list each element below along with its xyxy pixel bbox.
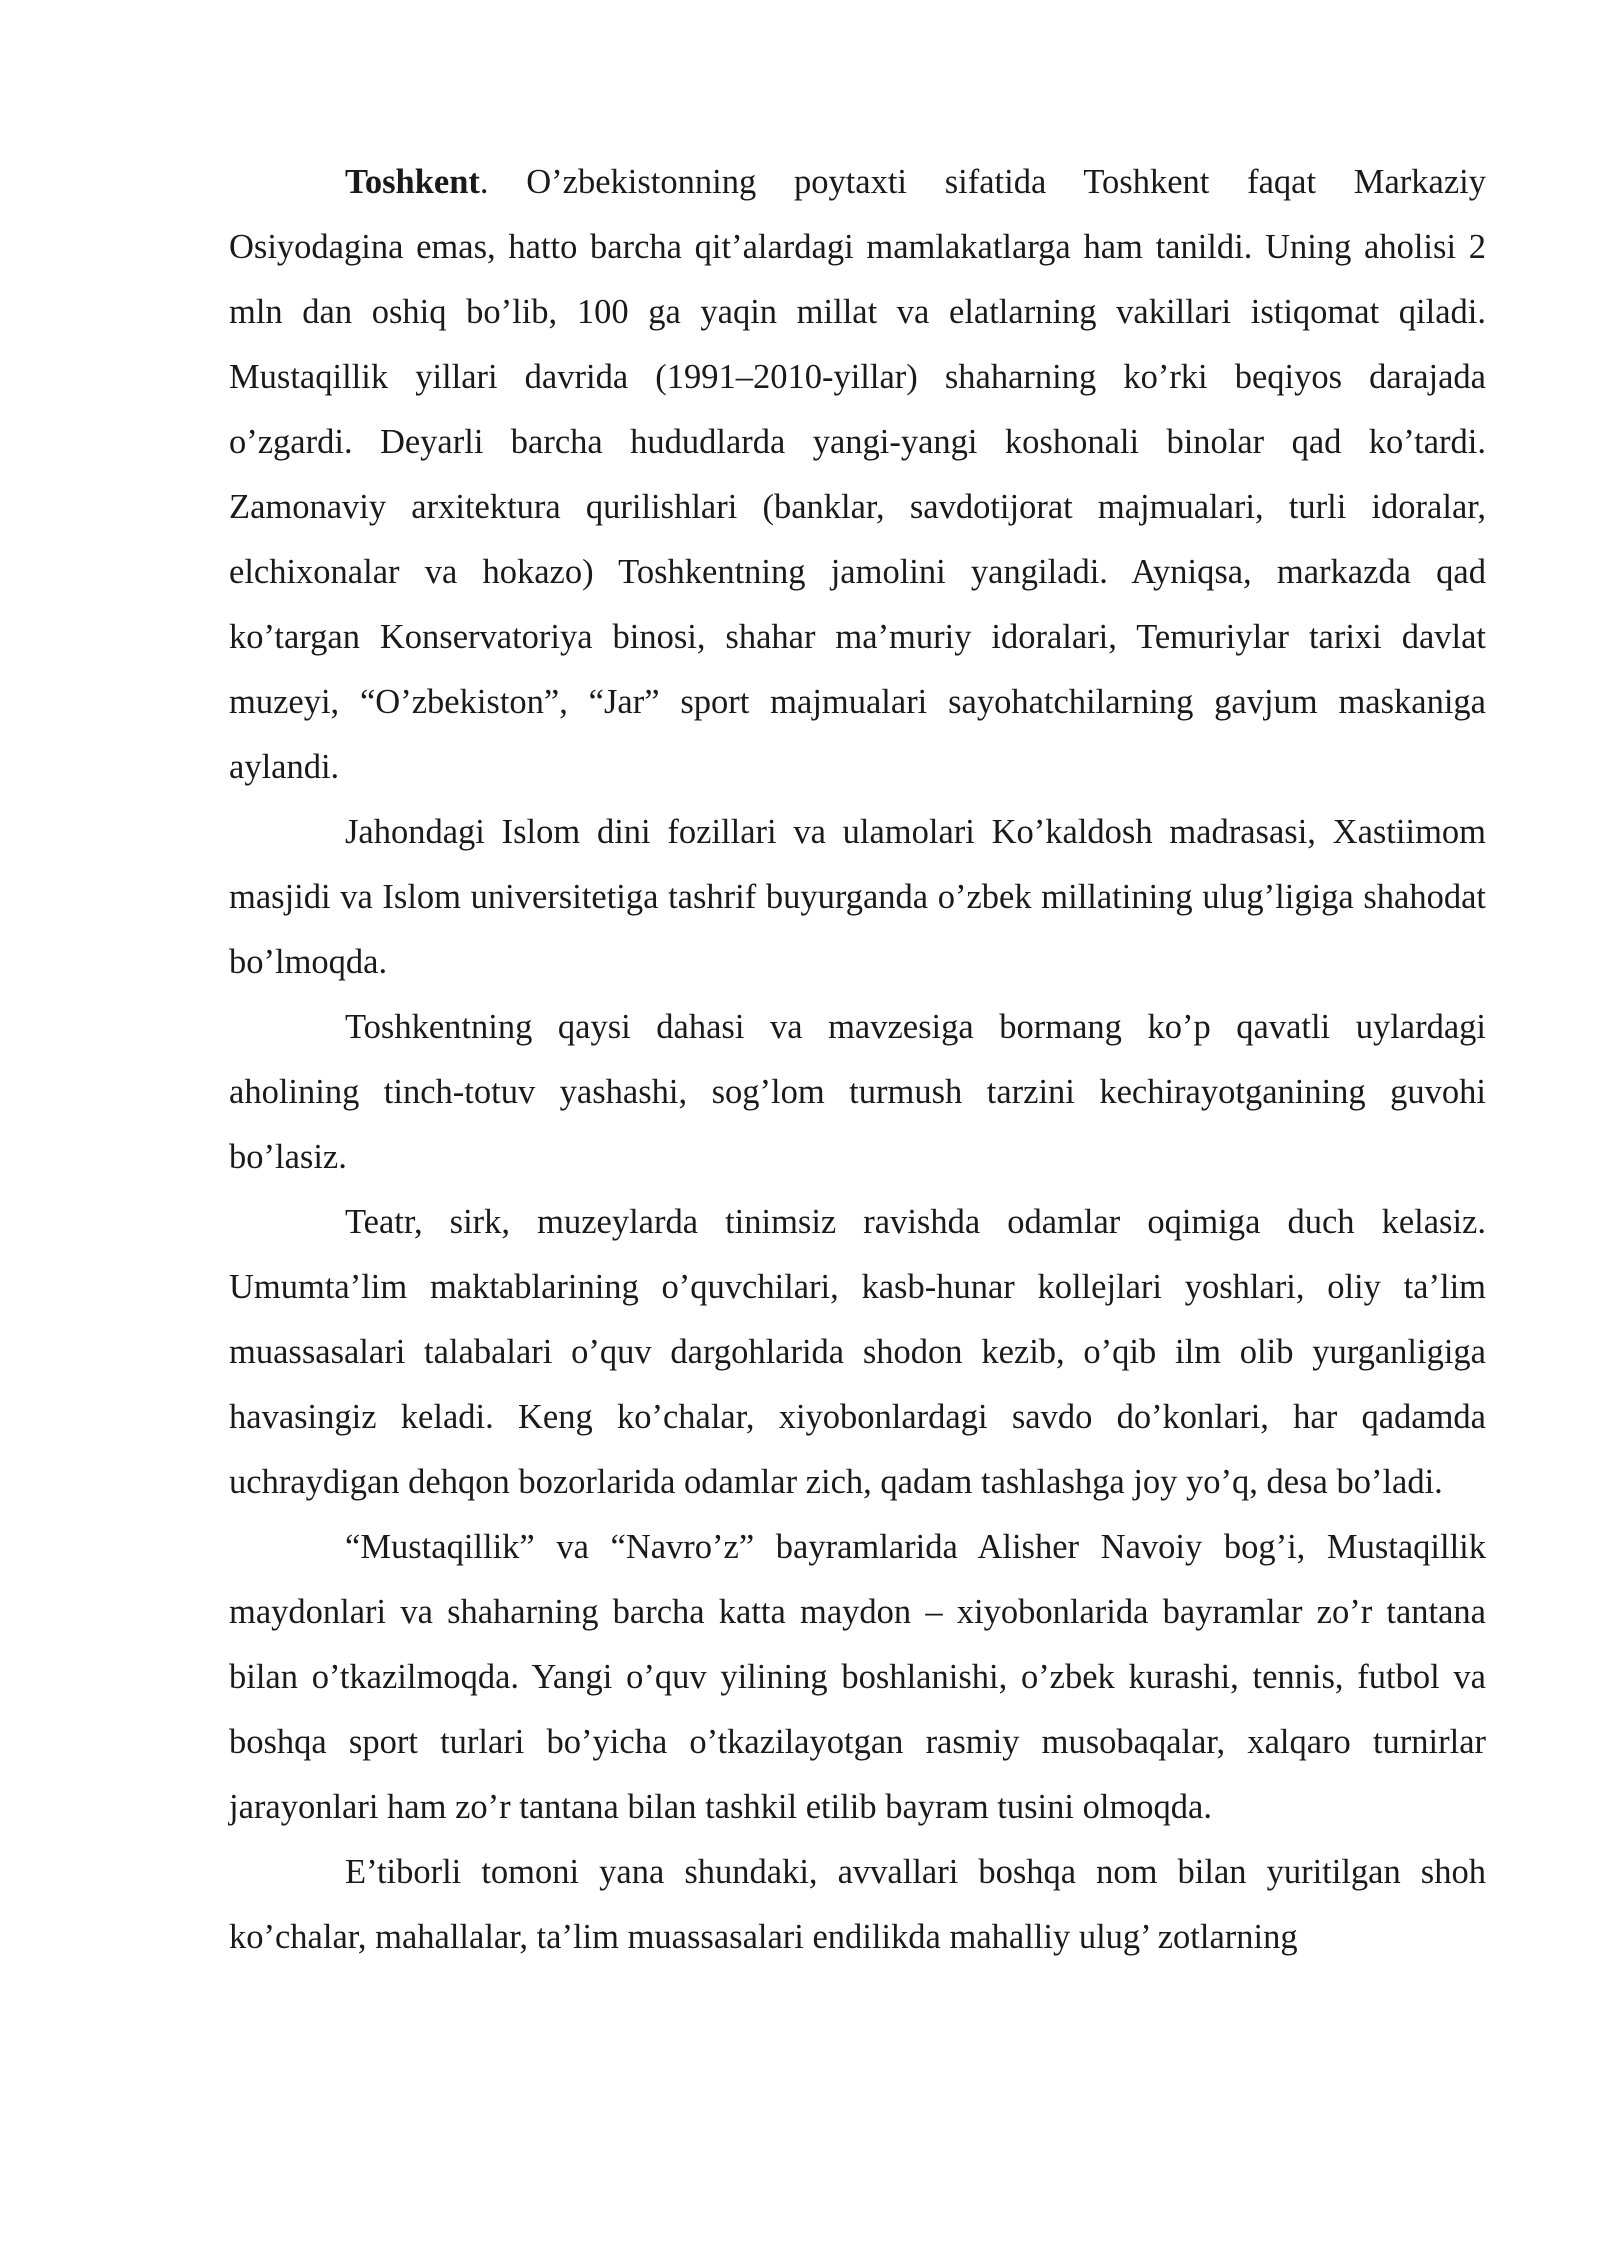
paragraph-1-text: . O’zbekistonning poytaxti sifatida Toshkent faqat Markaziy Osiyodagina emas, hatto barcha qit’alardagi mamlakatlarga ham tanildi. Uning aholisi 2 mln dan oshiq bo’lib, 100 ga yaqin millat va elatlarning vakillari istiqomat qiladi. Mustaqillik yillari davrida (1991–2010-yillar) shaharning ko’rki beqiyos darajada o’zgardi. Deyarli barcha hududlarda yangi-yangi koshonali binolar qad ko’tardi. Zamonaviy arxitektura qurilishlari (banklar, savdotijorat majmualari, turli idoralar, elchixonalar va hokazo) Toshkentning jamolini yangiladi. Ayniqsa, markazda qad ko’targan Konservatoriya binosi, shahar ma’muriy idoralari, Temuriylar tarixi davlat muzeyi, “O’zbekiston”, “Jar” sport majmualari sayohatchilarning gavjum maskaniga aylandi. bbox=[229, 163, 1486, 786]
paragraph-1-lead: Toshkent bbox=[345, 163, 480, 201]
paragraph-6: E’tiborli tomoni yana shundaki, avvallari boshqa nom bilan yuritilgan shoh ko’chalar, mahallalar, ta’lim muassasalari endilikda mahalliy ulug’ zotlarning bbox=[229, 1853, 1486, 1956]
document-body bbox=[229, 150, 1486, 1970]
paragraph-1 bbox=[229, 150, 1486, 800]
paragraph-5: “Mustaqillik” va “Navro’z” bayramlarida Alisher Navoiy bog’i, Mustaqillik maydonlari va shaharning barcha katta maydon – xiyobonlarida bayramlar zo’r tantana bilan o’tkazilmoqda. Yangi o’quv yilining boshlanishi, o’zbek kurashi, tennis, futbol va boshqa sport turlari bo’yicha o’tkazilayotgan rasmiy musobaqalar, xalqaro turnirlar jarayonlari ham zo’r tantana bilan tashkil etilib bayram tusini olmoqda. bbox=[229, 1528, 1486, 1826]
paragraph-3: Toshkentning qaysi dahasi va mavzesiga bormang ko’p qavatli uylardagi aholining tinch-totuv yashashi, sog’lom turmush tarzini kechirayotganining guvohi bo’lasiz. bbox=[229, 1008, 1486, 1176]
paragraph-2: Jahondagi Islom dini fozillari va ulamolari Ko’kaldosh madrasasi, Xastiimom masjidi va Islom universitetiga tashrif buyurganda o’zbek millatining ulug’ligiga shahodat bo’lmoqda. bbox=[229, 813, 1486, 981]
paragraph-4: Teatr, sirk, muzeylarda tinimsiz ravishda odamlar oqimiga duch kelasiz. Umumta’lim maktablarining o’quvchilari, kasb-hunar kollejlari yoshlari, oliy ta’lim muassasalari talabalari o’quv dargohlarida shodon kezib, o’qib ilm olib yurganligiga havasingiz keladi. Keng ko’chalar, xiyobonlardagi savdo do’konlari, har qadamda uchraydigan dehqon bozorlarida odamlar zich, qadam tashlashga joy yo’q, desa bo’ladi. bbox=[229, 1203, 1486, 1501]
